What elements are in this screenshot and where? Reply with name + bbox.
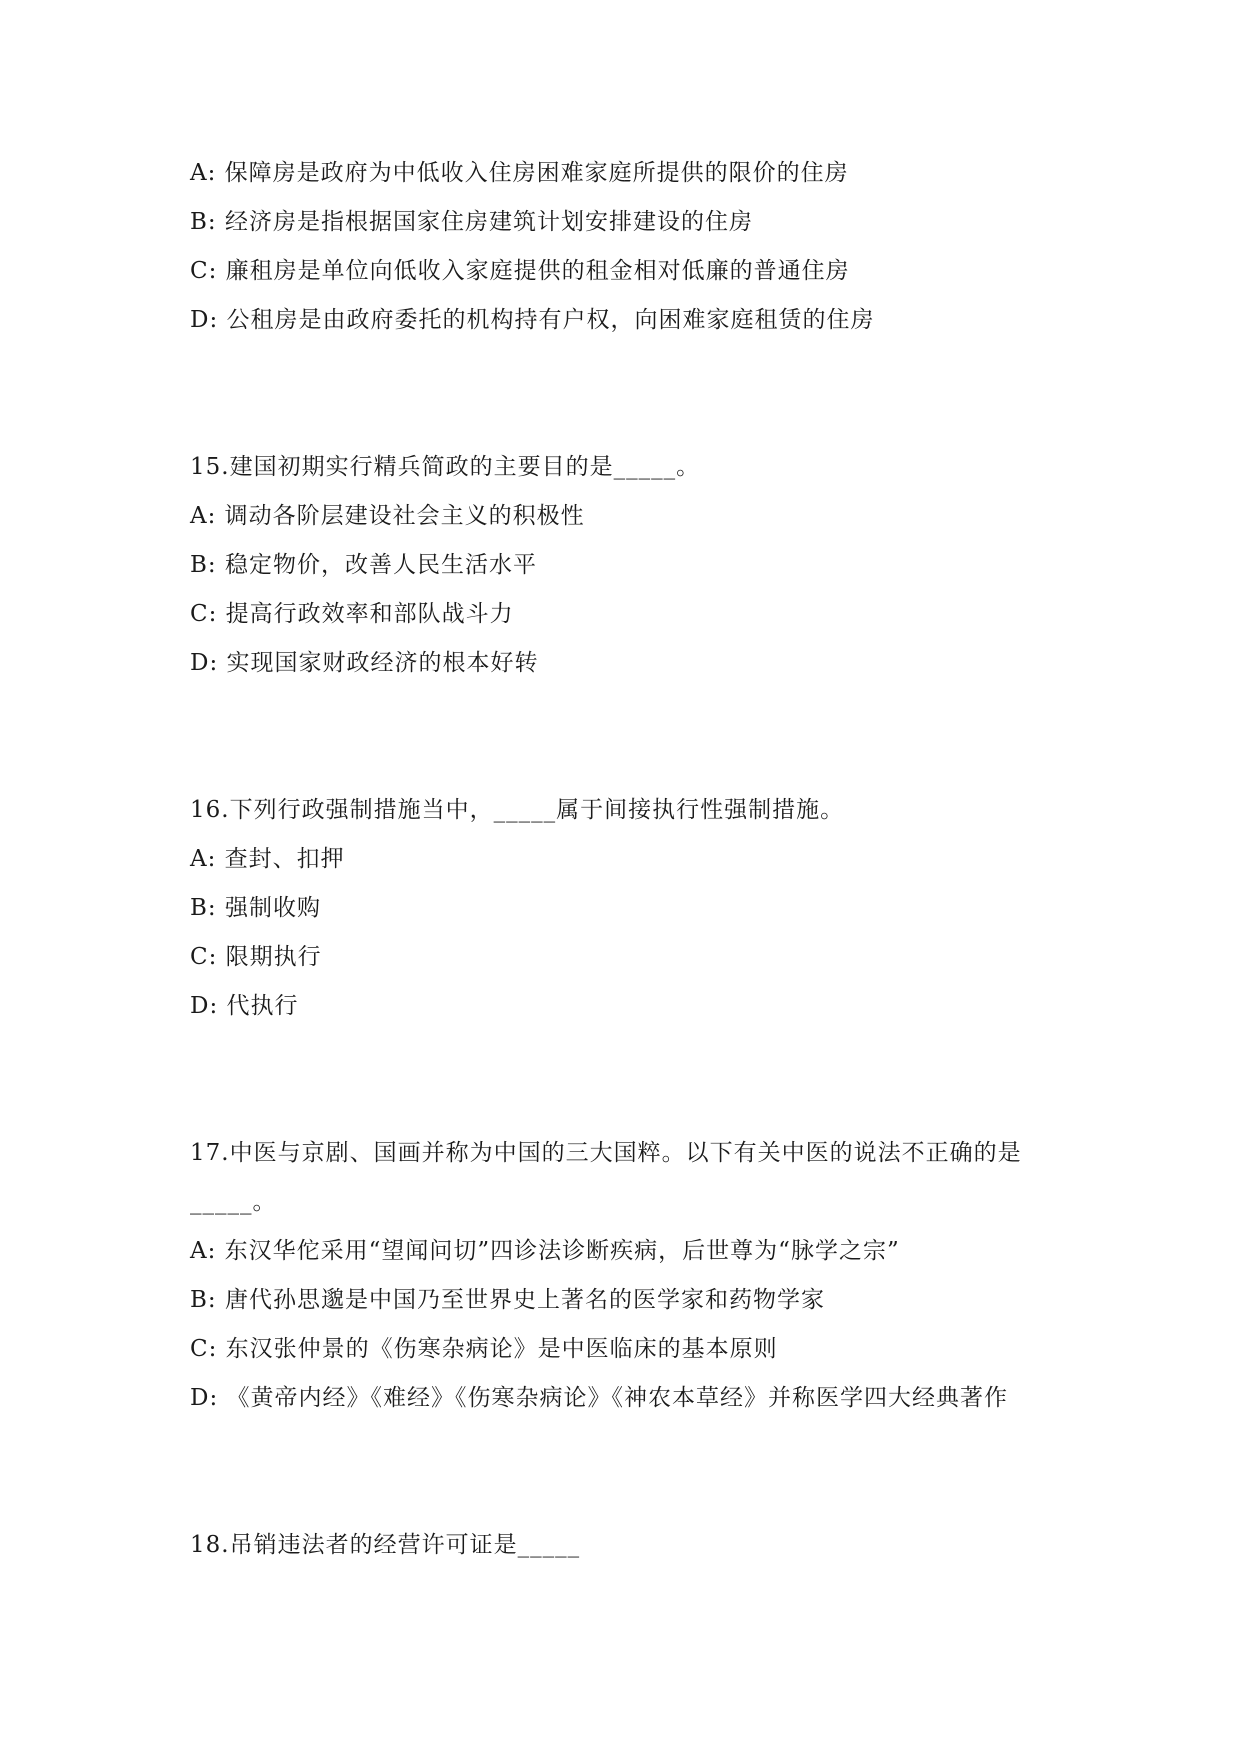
q16-option-b: B: 强制收购: [190, 895, 321, 921]
q14-option-c: C: 廉租房是单位向低收入家庭提供的租金相对低廉的普通住房: [190, 258, 850, 284]
q16-option-a: A: 查封、扣押: [190, 846, 345, 872]
q15-option-b: B: 稳定物价，改善人民生活水平: [190, 552, 537, 578]
q14-option-d: D: 公租房是由政府委托的机构持有户权，向困难家庭租赁的住房: [190, 307, 875, 333]
q17-question-line2: _____。: [190, 1189, 277, 1215]
q18-question: 18.吊销违法者的经营许可证是_____: [190, 1532, 581, 1558]
q15-question: 15.建国初期实行精兵简政的主要目的是_____。: [190, 454, 701, 480]
q17-option-c: C: 东汉张仲景的《伤寒杂病论》是中医临床的基本原则: [190, 1336, 778, 1362]
q15-option-d: D: 实现国家财政经济的根本好转: [190, 650, 539, 676]
q16-option-c: C: 限期执行: [190, 944, 322, 970]
q17-option-b: B: 唐代孙思邈是中国乃至世界史上著名的医学家和药物学家: [190, 1287, 825, 1313]
q16-option-d: D: 代执行: [190, 993, 299, 1019]
q15-option-c: C: 提高行政效率和部队战斗力: [190, 601, 514, 627]
q14-option-b: B: 经济房是指根据国家住房建筑计划安排建设的住房: [190, 209, 753, 235]
q16-question: 16.下列行政强制措施当中，_____属于间接执行性强制措施。: [190, 797, 845, 823]
q14-option-a: A: 保障房是政府为中低收入住房困难家庭所提供的限价的住房: [190, 160, 849, 186]
q17-option-a: A: 东汉华佗采用“望闻问切”四诊法诊断疾病，后世尊为“脉学之宗”: [190, 1238, 900, 1264]
q17-option-d: D: 《黄帝内经》《难经》《伤寒杂病论》《神农本草经》并称医学四大经典著作: [190, 1385, 1009, 1411]
q15-option-a: A: 调动各阶层建设社会主义的积极性: [190, 503, 585, 529]
q17-question-line1: 17.中医与京剧、国画并称为中国的三大国粹。以下有关中医的说法不正确的是: [190, 1140, 1022, 1166]
